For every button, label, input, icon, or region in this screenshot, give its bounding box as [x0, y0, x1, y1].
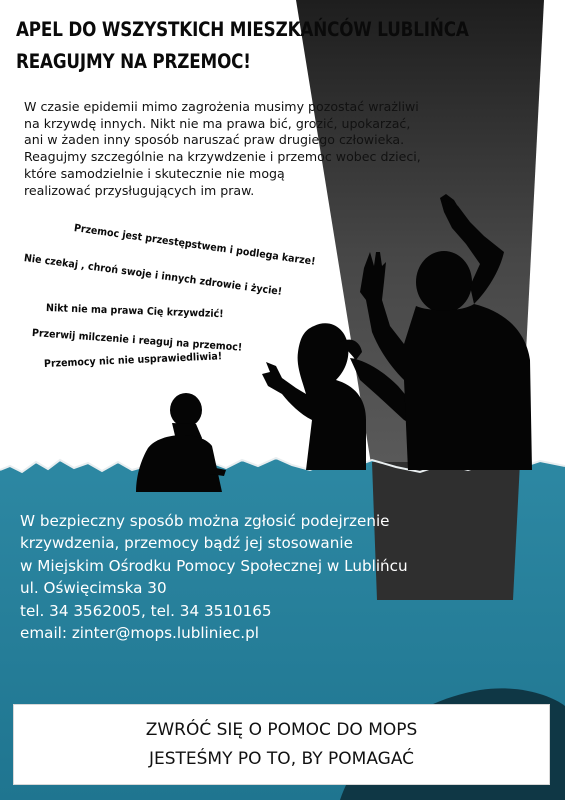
- intro-line: W czasie epidemii mimo zagrożenia musimy pozostać wrażliwi: [24, 99, 419, 114]
- slogan-5: Przemocy nic nie usprawiedliwia!: [43, 350, 223, 370]
- cta-line-2: JESTEŚMY PO TO, BY POMAGAĆ: [148, 749, 415, 769]
- intro-line: na krzywdę innych. Nikt nie ma prawa bić, grozić, upokarzać,: [24, 115, 411, 131]
- contact-line: W bezpieczny sposób można zgłosić podejrzenie: [20, 512, 390, 530]
- contact-info: [20, 510, 408, 644]
- slogan-3: Nikt nie ma prawa Cię krzywdzić!: [45, 302, 224, 321]
- contact-line-institution: w Miejskim Ośrodku Pomocy Społecznej w Lublińcu: [20, 556, 408, 575]
- poster-subheading: REAGUJMY NA PRZEMOC!: [16, 50, 251, 73]
- contact-phones: tel. 34 3562005, tel. 34 3510165: [20, 601, 272, 620]
- contact-line: krzywdzenia, przemocy bądź jej stosowanie: [20, 534, 353, 553]
- poster-heading: APEL DO WSZYSTKICH MIESZKAŃCÓW LUBLIŃCA: [16, 18, 469, 41]
- slogan-2: Nie czekaj , chroń swoje i innych zdrowie i życie!: [23, 252, 283, 298]
- contact-address: ul. Oświęcimska 30: [20, 579, 167, 598]
- intro-line: które samodzielnie i skutecznie nie mogą: [24, 165, 285, 181]
- child-silhouette: [136, 393, 226, 492]
- intro-line: Reagujmy szczególnie na krzywdzenie i przemoc wobec dzieci,: [24, 149, 421, 165]
- intro-line: realizować przysługujących im praw.: [24, 182, 255, 198]
- cta-box: [13, 704, 550, 785]
- intro-line: ani w żaden inny sposób naruszać praw drugiego człowieka.: [24, 132, 405, 148]
- slogan-4: Przerwij milczenie i reaguj na przemoc!: [31, 327, 243, 354]
- intro-paragraph: [24, 99, 464, 199]
- cta-line-1: ZWRÓĆ SIĘ O POMOC DO MOPS: [145, 720, 418, 740]
- contact-email[interactable]: email: zinter@mops.lubliniec.pl: [20, 624, 259, 643]
- slogan-1: Przemoc jest przestępstwem i podlega karze!: [73, 222, 317, 268]
